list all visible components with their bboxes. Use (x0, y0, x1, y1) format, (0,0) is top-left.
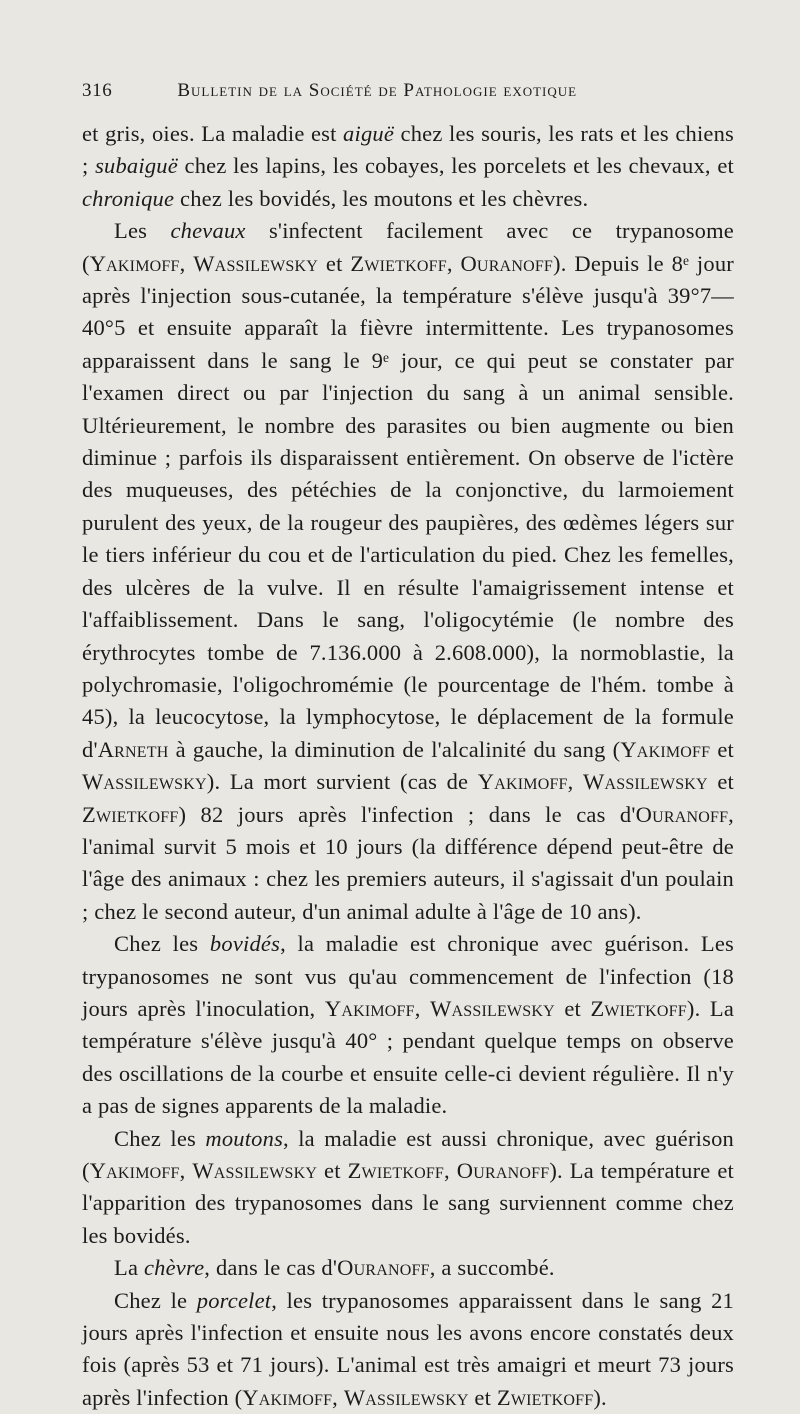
text-run: à gauche, la diminution de l'alcalinité du sang ( (168, 736, 621, 762)
text-run: ). La température et l'apparition des trypanosomes dans le sang surviennent comme chez les bovidés. (82, 1158, 734, 1248)
author-name: Yakimoff (242, 1384, 333, 1410)
italic-term: moutons (205, 1125, 284, 1151)
text-run: La (114, 1255, 144, 1281)
author-name: Yakimoff (620, 736, 711, 762)
paragraph (82, 1285, 734, 1414)
paragraph (82, 1252, 734, 1284)
text-run: Chez les (114, 931, 210, 957)
paragraph (82, 215, 734, 928)
author-name: Ouranoff (456, 1158, 550, 1183)
author-name: Yakimoff (477, 769, 568, 795)
author-name: Yakimoff (324, 995, 415, 1021)
author-name: Wassilewsky (192, 1158, 318, 1183)
text-run: et (554, 995, 591, 1021)
text-run: s'infectent facilement avec ce trypanosome ( (82, 218, 734, 276)
author-name: Zwietkoff (82, 801, 179, 827)
article-body (82, 118, 734, 1414)
text-run: ) 82 jours après l'infection ; dans le cas d' (178, 801, 636, 827)
text-run: chez les souris, les rats et les chiens ; (82, 121, 734, 179)
text-run: , a succombé. (429, 1255, 555, 1281)
paragraph (82, 1123, 734, 1253)
text-run: , la maladie est chronique avec guérison. Les trypanosomes ne sont vus qu'au commencement de l'infection (18 jours après l'inoculation, (82, 931, 734, 1021)
text-run: et (317, 1158, 348, 1183)
italic-term: chèvre (143, 1255, 205, 1281)
text-run: et (318, 250, 351, 276)
author-name: Ouranoff (337, 1255, 430, 1281)
author-name: Wassilewsky (343, 1384, 469, 1410)
text-run: chez les bovidés, les moutons et les chèvres. (174, 185, 589, 211)
author-name: Wassilewsky (430, 995, 555, 1021)
author-name: Arneth (97, 736, 169, 762)
text-run: et gris, oies. La maladie est (82, 121, 344, 146)
italic-term: chronique (82, 185, 175, 211)
text-run: , l'animal survit 5 mois et 10 jours (la différence dépend peut-être de l'âge des animaux : chez les premiers auteurs, il s'agissait d'un poulain ; chez le second auteur, d'un animal adulte à l'âge de 10 ans). (82, 801, 734, 924)
italic-term: chevaux (170, 218, 246, 244)
text-run: , les trypanosomes apparaissent dans le sang 21 jours après l'infection et ensuite nous les avons encore constatés deux fois (après 53 et 71 jours). L'animal est très amaigri et meurt 73 jours après l'infection ( (82, 1287, 734, 1410)
text-run: , (332, 1384, 344, 1410)
journal-title: Bulletin de la Société de Pathologie exotique (177, 80, 578, 101)
text-run: , dans le cas d' (204, 1255, 338, 1281)
text-run: Chez les (114, 1125, 206, 1151)
text-run: et (707, 769, 734, 795)
text-run: , (179, 1158, 193, 1183)
running-header (82, 80, 682, 102)
text-run: , la maladie est aussi chronique, avec guérison ( (82, 1125, 734, 1183)
text-run: chez les lapins, les cobayes, les porcelets et les chevaux, et (177, 153, 734, 179)
text-run: , (414, 995, 431, 1021)
author-name: Ouranoff (635, 801, 729, 827)
author-name: Yakimoff (89, 250, 180, 276)
text-run: et (468, 1384, 497, 1410)
italic-term: porcelet (196, 1287, 272, 1313)
author-name: Zwietkoff (590, 995, 687, 1021)
text-run: Les (114, 218, 171, 244)
author-name: Zwietkoff (347, 1158, 445, 1183)
italic-term: subaiguë (95, 153, 178, 179)
author-name: Wassilewsky (583, 769, 708, 795)
author-name: Zwietkoff (350, 250, 447, 276)
author-name: Wassilewsky (193, 250, 319, 276)
author-name: Wassilewsky (82, 769, 207, 795)
text-run: , (444, 1158, 457, 1183)
italic-term: aiguë (343, 121, 395, 146)
italic-term: bovidés (209, 931, 281, 957)
author-name: Yakimoff (89, 1158, 180, 1183)
text-run: , (446, 250, 461, 276)
text-run: ). Depuis le 8ᵉ jour après l'injection sous-cutanée, la température s'élève jusqu'à 39°7—40°5 et ensuite apparaît la fièvre intermittente. Les trypanosomes apparaissent dans le sang le 9ᵉ jour, ce qui peut se constater par l'examen direct ou par l'injection du sang à un animal sensible. Ultérieurement, le nombre des parasites ou bien augmente ou bien diminue ; parfois ils disparaissent entièrement. On observe de l'ictère des muqueuses, des pétéchies de la conjonctive, du larmoiement purulent des yeux, de la rougeur des paupières, des œdèmes légers sur le tiers inférieur du cou et de l'articulation du pied. Chez les femelles, des ulcères de la vulve. Il en résulte l'amaigrissement intense et l'affaiblissement. Dans le sang, l'oligocytémie (le nombre des érythrocytes tombe de 7.136.000 à 2.608.000), la normoblastie, la polychromasie, l'oligochromémie (le pourcentage de l'hém. tombe à 45), la leucocytose, la lymphocytose, le déplacement de la formule d' (82, 250, 734, 762)
text-run: , (179, 250, 194, 276)
text-run: Chez le (114, 1287, 197, 1313)
page-number: 316 (82, 80, 113, 101)
paragraph (82, 118, 734, 215)
text-run: , (567, 769, 584, 795)
text-run: ). (593, 1384, 607, 1410)
author-name: Ouranoff (460, 250, 554, 276)
text-run: et (710, 736, 734, 762)
author-name: Zwietkoff (496, 1384, 594, 1410)
text-run: ). La mort survient (cas de (206, 769, 478, 795)
paragraph (82, 928, 734, 1122)
text-run: ). La température s'élève jusqu'à 40° ; pendant quelque temps on observe des oscillations de la courbe et ensuite celle-ci devient régulière. Il n'y a pas de signes apparents de la maladie. (82, 995, 734, 1119)
